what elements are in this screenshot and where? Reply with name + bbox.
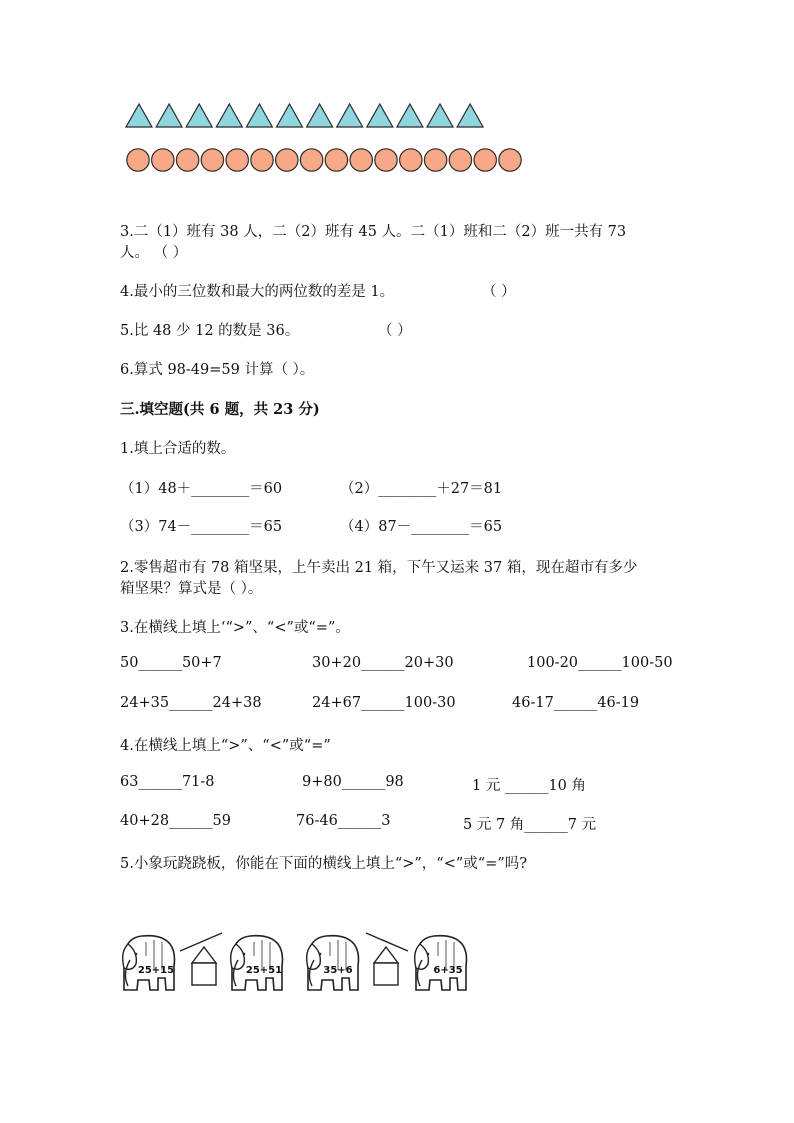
judgment-q5: 5.比 48 少 12 的数是 36。 <box>120 323 300 339</box>
circle-shape <box>325 149 347 171</box>
triangle-shape <box>126 104 152 127</box>
triangle-shape <box>337 104 363 127</box>
triangle-shape <box>427 104 453 127</box>
triangle-shape <box>277 104 303 127</box>
elephant-1-label: 25+15 <box>137 965 175 976</box>
elephant-2-label: 25+51 <box>245 965 283 976</box>
triangles-figure <box>124 102 484 130</box>
circle-shape <box>350 149 372 171</box>
fill-q4-item: 63______71-8 <box>120 774 215 790</box>
judgment-q6: 6.算式 98-49=59 计算（ ）。 <box>120 362 315 378</box>
elephant-4-label: 6+35 <box>433 965 463 976</box>
fill-q1-item: （4）87－________＝65 <box>340 519 503 535</box>
circles-figure <box>124 146 529 174</box>
fill-q1-item: （2）________＋27＝81 <box>340 481 503 497</box>
seesaw-svg <box>118 925 478 995</box>
triangles-row <box>124 102 484 130</box>
triangle-shape <box>216 104 242 127</box>
fill-q1-title: 1.填上合适的数。 <box>120 441 236 457</box>
elephant-2 <box>231 936 283 990</box>
fill-q5-title: 5.小象玩跷跷板，你能在下面的横线上填上“>”，“<”或“=”吗? <box>120 856 528 872</box>
fill-q1-item: （1）48＋________＝60 <box>120 481 283 497</box>
judgment-q4-paren: （ ） <box>482 284 516 300</box>
fill-q4-item: 5 元 7 角______7 元 <box>463 817 597 833</box>
circle-shape <box>176 149 198 171</box>
fill-q3-item: 50______50+7 <box>120 655 222 671</box>
fill-q3-item: 24+67______100-30 <box>312 695 456 711</box>
fill-q4-title: 4.在横线上填上“>”、“<”或“=” <box>120 738 331 754</box>
elephant-4 <box>415 936 467 990</box>
judgment-q4: 4.最小的三位数和最大的两位数的差是 1。 <box>120 284 395 300</box>
triangle-shape <box>397 104 423 127</box>
triangle-shape <box>367 104 393 127</box>
circle-shape <box>375 149 397 171</box>
circle-shape <box>449 149 471 171</box>
circle-shape <box>300 149 322 171</box>
circle-shape <box>400 149 422 171</box>
section-title: 三.填空题(共 6 题，共 23 分) <box>120 401 320 418</box>
elephant-3-label: 35+6 <box>323 965 353 976</box>
fill-q4-item: 1 元 ______10 角 <box>472 778 587 794</box>
circle-shape <box>499 149 521 171</box>
circle-shape <box>251 149 273 171</box>
triangle-shape <box>186 104 212 127</box>
fill-q2-line2: 箱坚果？算式是（ ）。 <box>120 581 263 597</box>
circle-shape <box>201 149 223 171</box>
fill-q4-item: 76-46______3 <box>296 813 391 829</box>
seesaw-figure <box>118 925 478 999</box>
circle-shape <box>226 149 248 171</box>
circle-shape <box>152 149 174 171</box>
circle-shape <box>424 149 446 171</box>
judgment-q3-line1: 3.二（1）班有 38 人，二（2）班有 45 人。二（1）班和二（2）班一共有 73 <box>120 224 627 240</box>
triangle-shape <box>457 104 483 127</box>
fill-q1-item: （3）74－________＝65 <box>120 519 283 535</box>
triangle-shape <box>246 104 272 127</box>
elephant-1 <box>123 936 175 990</box>
triangle-shape <box>307 104 333 127</box>
fill-q4-item: 9+80______98 <box>302 774 404 790</box>
fill-q4-item: 40+28______59 <box>120 813 232 829</box>
fill-q3-item: 30+20______20+30 <box>312 655 454 671</box>
circle-shape <box>127 149 149 171</box>
seesaw-plank-left <box>180 933 222 951</box>
circle-shape <box>276 149 298 171</box>
judgment-q3-line2: 人。 （ ） <box>120 245 188 261</box>
triangle-shape <box>156 104 182 127</box>
elephant-3 <box>307 936 359 990</box>
fill-q3-title: 3.在横线上填上‘“>”、“<”或“=”。 <box>120 620 350 636</box>
fill-q3-item: 24+35______24+38 <box>120 695 262 711</box>
circles-row <box>124 146 529 174</box>
fill-q2-line1: 2.零售超市有 78 箱坚果，上午卖出 21 箱，下午又运来 37 箱，现在超市有多少 <box>120 560 638 576</box>
fill-q3-item: 100-20______100-50 <box>527 655 673 671</box>
circle-shape <box>474 149 496 171</box>
fill-q3-item: 46-17______46-19 <box>512 695 640 711</box>
judgment-q5-paren: （ ） <box>378 323 412 339</box>
